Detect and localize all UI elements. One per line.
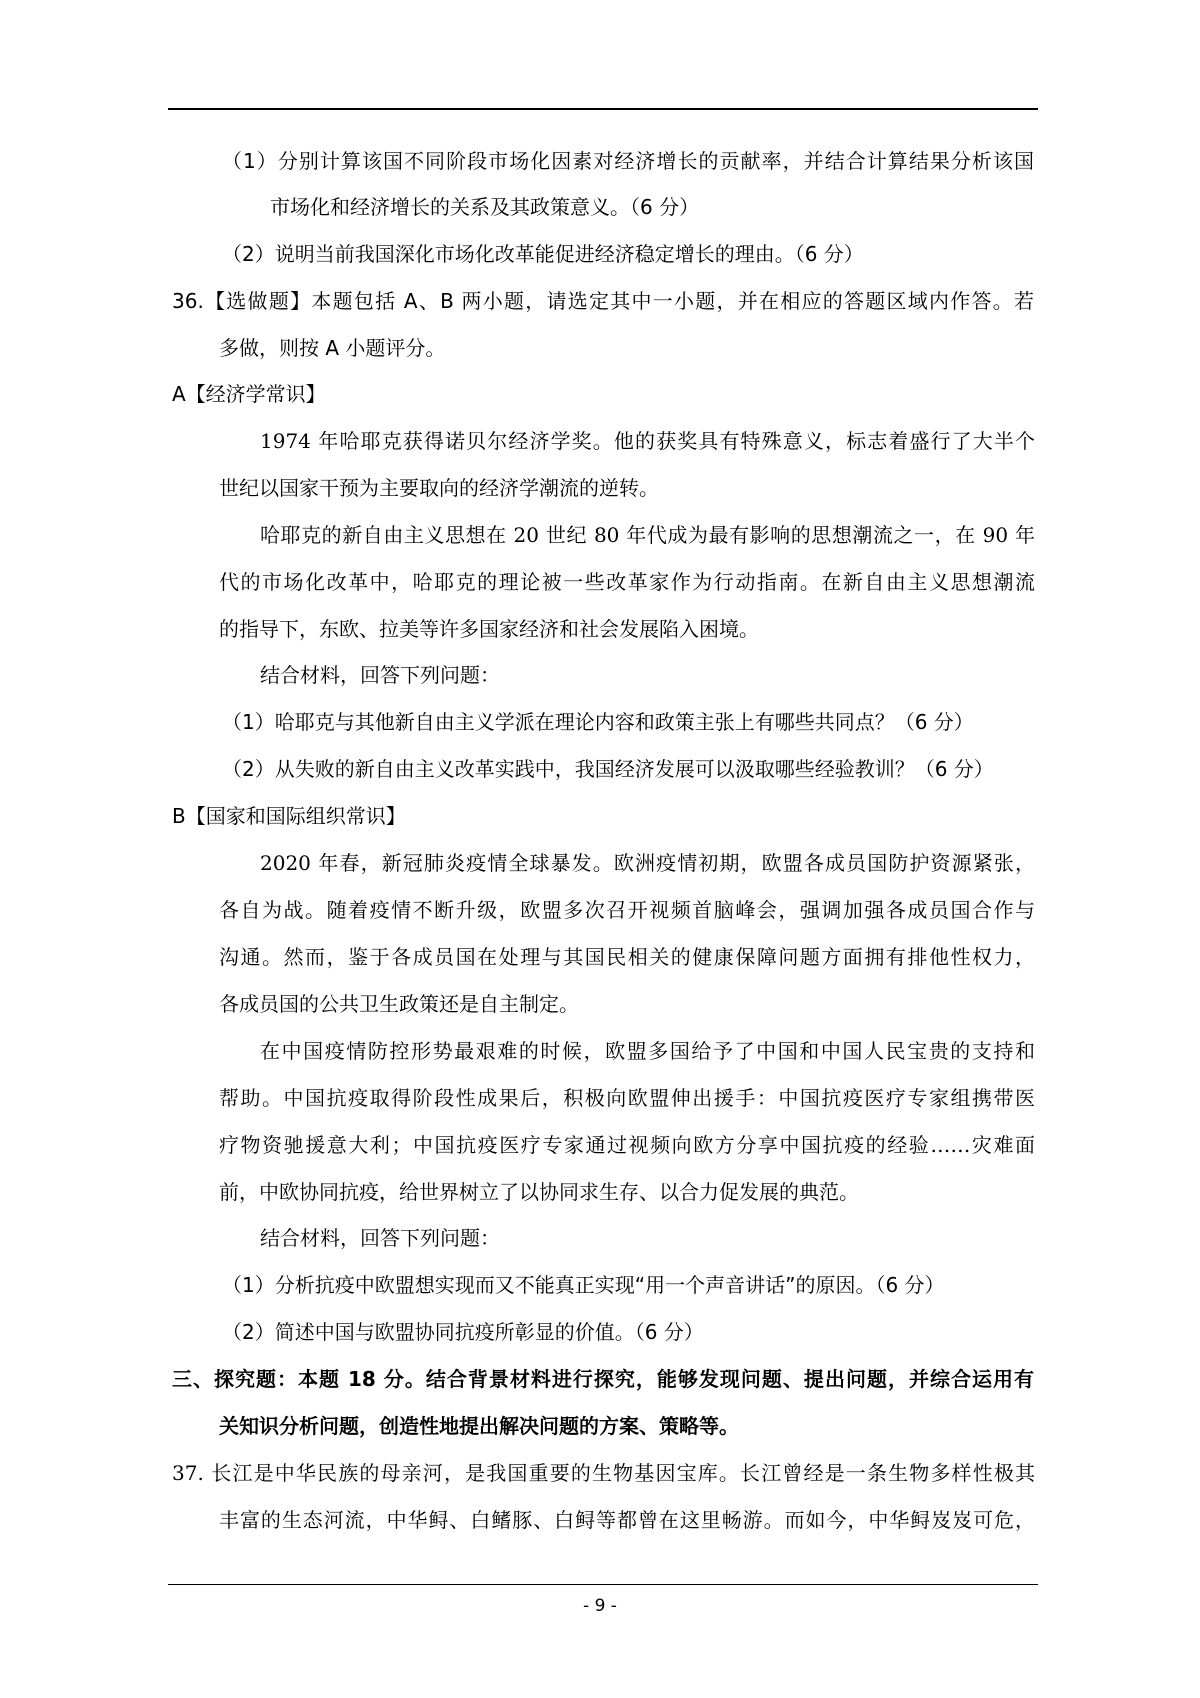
material-a-paragraph-1-end: 世纪以国家干预为主要取向的经济学潮流的逆转。 xyxy=(219,476,659,500)
material-a-paragraph-2-line-2: 代的市场化改革中，哈耶克的理论被一些改革家作为行动指南。在新自由主义思想潮流 xyxy=(219,570,1035,594)
question-36-heading-continued: 多做，则按 A 小题评分。 xyxy=(219,336,446,360)
question-37-stem-line-2: 丰富的生态河流，中华鲟、白鳍豚、白鲟等都曾在这里畅游。而如今，中华鲟岌岌可危， xyxy=(219,1508,1035,1532)
material-b-paragraph-2-end: 前，中欧协同抗疫，给世界树立了以协同求生存、以合力促发展的典范。 xyxy=(219,1180,859,1204)
question-36-heading: 36.【选做题】本题包括 A、B 两小题，请选定其中一小题，并在相应的答题区域内作答。若 xyxy=(172,289,1034,313)
section-b-question-2: （2）简述中国与欧盟协同抗疫所彰显的价值。（6 分） xyxy=(222,1320,704,1344)
section-a-prompt: 结合材料，回答下列问题： xyxy=(260,663,500,687)
question-35-part-1-continued: 市场化和经济增长的关系及其政策意义。（6 分） xyxy=(270,195,700,219)
section-b-prompt: 结合材料，回答下列问题： xyxy=(260,1226,500,1250)
section-a-question-2: （2）从失败的新自由主义改革实践中，我国经济发展可以汲取哪些经验教训？（6 分） xyxy=(222,757,994,781)
section-b-title: B【国家和国际组织常识】 xyxy=(172,804,406,828)
material-b-paragraph-1-line-3: 沟通。然而，鉴于各成员国在处理与其国民相关的健康保障问题方面拥有排他性权力， xyxy=(219,945,1035,969)
footer-rule xyxy=(168,1584,1038,1585)
material-b-paragraph-2-line-3: 疗物资驰援意大利；中国抗疫医疗专家通过视频向欧方分享中国抗疫的经验……灾难面 xyxy=(219,1133,1035,1157)
question-35-part-1: （1）分别计算该国不同阶段市场化因素对经济增长的贡献率，并结合计算结果分析该国 xyxy=(222,149,1034,173)
material-b-paragraph-2-line-2: 帮助。中国抗疫取得阶段性成果后，积极向欧盟伸出援手：中国抗疫医疗专家组携带医 xyxy=(219,1086,1035,1110)
material-b-paragraph-2: 在中国疫情防控形势最艰难的时候，欧盟多国给予了中国和中国人民宝贵的支持和 xyxy=(260,1039,1035,1063)
material-a-paragraph-2-end: 的指导下，东欧、拉美等许多国家经济和社会发展陷入困境。 xyxy=(219,617,759,641)
material-a-paragraph-2: 哈耶克的新自由主义思想在 20 世纪 80 年代成为最有影响的思想潮流之一，在 90 年 xyxy=(260,523,1035,547)
material-b-paragraph-1-end: 各成员国的公共卫生政策还是自主制定。 xyxy=(219,992,579,1016)
header-rule xyxy=(168,108,1038,110)
question-37-stem: 37. 长江是中华民族的母亲河，是我国重要的生物基因宝库。长江曾经是一条生物多样性极其 xyxy=(172,1461,1035,1485)
part-three-heading: 三、探究题：本题 18 分。结合背景材料进行探究，能够发现问题、提出问题，并综合运用有 xyxy=(172,1367,1034,1391)
part-three-heading-continued: 关知识分析问题，创造性地提出解决问题的方案、策略等。 xyxy=(219,1414,739,1438)
section-b-question-1: （1）分析抗疫中欧盟想实现而又不能真正实现“用一个声音讲话”的原因。（6 分） xyxy=(222,1273,945,1297)
page-number: - 9 - xyxy=(583,1596,617,1616)
section-a-question-1: （1）哈耶克与其他新自由主义学派在理论内容和政策主张上有哪些共同点？（6 分） xyxy=(222,710,974,734)
material-b-paragraph-1-line-2: 各自为战。随着疫情不断升级，欧盟多次召开视频首脑峰会，强调加强各成员国合作与 xyxy=(219,898,1035,922)
question-35-part-2: （2）说明当前我国深化市场化改革能促进经济稳定增长的理由。（6 分） xyxy=(222,242,864,266)
material-b-paragraph-1: 2020 年春，新冠肺炎疫情全球暴发。欧洲疫情初期，欧盟各成员国防护资源紧张， xyxy=(260,851,1035,875)
material-a-paragraph-1: 1974 年哈耶克获得诺贝尔经济学奖。他的获奖具有特殊意义，标志着盛行了大半个 xyxy=(260,429,1035,453)
section-a-title: A【经济学常识】 xyxy=(172,382,326,406)
